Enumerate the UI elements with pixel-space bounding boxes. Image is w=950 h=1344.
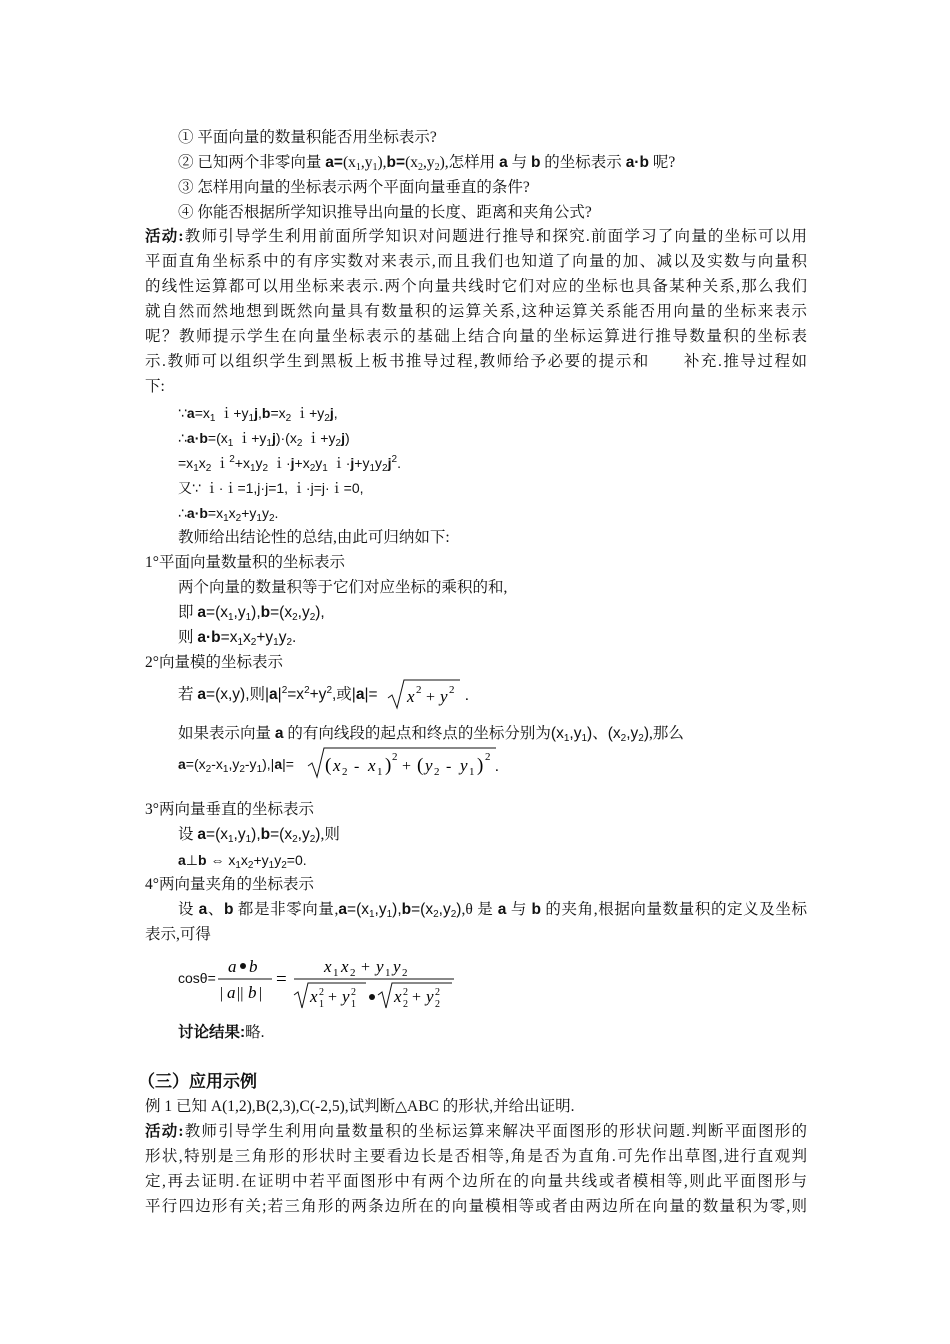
svg-text:2: 2	[434, 766, 440, 778]
svg-text:2: 2	[435, 987, 440, 998]
svg-text:y: y	[342, 987, 350, 1006]
svg-text:(: (	[417, 755, 424, 776]
activity1-line-1: 活动:教师引导学生利用前面所学知识对问题进行推导和探究.前面学习了向量的坐标可以用	[145, 228, 807, 245]
svg-text:2: 2	[319, 987, 324, 998]
derivation-line-1: $\because a=x_1$ $i+y_1j,b=x_2$ $i+y_2j$,	[178, 405, 338, 424]
activity1-line-2: 平面直角坐标系中的有序实数对来表示,而且我们也知道了向量的加、减以及实数与向量积	[145, 253, 807, 270]
svg-text:b: b	[248, 983, 257, 1002]
distance-formula	[306, 744, 506, 782]
svg-text:x: x	[310, 987, 318, 1006]
svg-text:+: +	[402, 758, 412, 775]
svg-text:y: y	[376, 957, 384, 976]
svg-text:|: |	[259, 985, 263, 1002]
activity1-line-4: 就自然而然地想到既然向量具有数量积的运算关系,这种运算关系能否用向量的坐标来表示	[145, 303, 807, 320]
svg-text:1: 1	[385, 967, 391, 979]
section-3-line-1: 设 $a=(x_1,y_1),b=(x_2,y_2)$,则	[178, 826, 340, 845]
section-1-line-2: 即 $a=(x_1,y_1),b=(x_2,y_2)$,	[178, 604, 325, 623]
svg-text:x: x	[333, 756, 341, 775]
svg-text:+: +	[361, 959, 371, 976]
section-4-title: 4°两向量夹角的坐标表示	[145, 876, 314, 893]
question-1: ① 平面向量的数量积能否用坐标表示?	[178, 129, 437, 146]
svg-text:2: 2	[351, 987, 356, 998]
summary-text: 教师给出结论性的总结,由此可归纳如下:	[178, 529, 450, 546]
svg-text:1: 1	[469, 766, 475, 778]
activity2-line-4: 平行四边形有关;若三角形的两条边所在的向量模相等或者由两边所在向量的数量积为零,则	[145, 1198, 807, 1215]
svg-text:2: 2	[392, 751, 398, 763]
section-2-title: 2°向量模的坐标表示	[145, 654, 283, 671]
question-4: ④ 你能否根据所学知识推导出向量的长度、距离和夹角公式?	[178, 204, 592, 221]
activity1-line-5: 呢？教师提示学生在向量坐标表示的基础上结合向量的坐标运算进行推导数量积的坐标表	[145, 328, 807, 345]
svg-text:(: (	[325, 755, 332, 776]
derivation-line-2: $\therefore a\cdot b=(x_1$ $i+y_1j)\cdot(x_2$ $i+y_2j$)	[178, 430, 350, 449]
activity1-label: 活动:	[145, 228, 184, 245]
svg-text:2: 2	[342, 766, 348, 778]
magnitude-formula	[386, 676, 476, 712]
activity1-line-6: 示.教师可以组织学生到黑板上板书推导过程,教师给予必要的提示和 补充.推导过程如	[145, 353, 807, 370]
svg-text:2: 2	[350, 967, 356, 979]
activity1-line-7: 下:	[145, 378, 165, 395]
svg-text:+: +	[328, 989, 338, 1006]
derivation-line-3: $=x_1x_2$ $i^2+x_1y_2$ $i\cdot j+x_2y_1$ $i\cdot j+y_1y_2j^2$.	[178, 454, 401, 474]
section-1-line-1: 两个向量的数量积等于它们对应坐标的乘积的和,	[178, 579, 508, 596]
svg-text:): )	[385, 755, 392, 776]
section-2-line-2: 如果表示向量 a 的有向线段的起点和终点的坐标分别为$(x_1,y_1)$、$(x_2,y_2)$,那么	[178, 725, 684, 744]
svg-text:2: 2	[449, 684, 455, 696]
svg-text:+: +	[412, 989, 422, 1006]
section-2-line-1: 若 a=(x,y),则$|a|^2=x^2+y^2$,或|a|=	[178, 685, 378, 703]
svg-text:.: .	[495, 759, 499, 775]
svg-text:x: x	[324, 957, 332, 976]
svg-text:2: 2	[403, 987, 408, 998]
svg-text:x: x	[407, 687, 415, 706]
section-4-line-1: 设 a、b 都是非零向量$,a=(x_1,y_1),b=(x_2,y_2),\theta$ 是 a 与 b 的夹角,根据向量数量积的定义及坐标	[178, 901, 807, 920]
svg-text:2: 2	[402, 967, 408, 979]
activity2-line-1: 活动:教师引导学生利用向量数量积的坐标运算来解决平面图形的形状问题.判断平面图形的	[145, 1123, 807, 1140]
svg-text:1: 1	[333, 967, 339, 979]
svg-text:y: y	[393, 957, 401, 976]
question-2: ② 已知两个非零向量 $a=(x_1,y_1),b=(x_2,y_2)$,怎样用 a 与 b 的坐标表示 a·b 呢?	[178, 154, 676, 173]
svg-text:2: 2	[403, 999, 408, 1010]
section-1-line-3: 则 $a\cdot b=x_1x_2+y_1y_2$.	[178, 629, 297, 648]
svg-text:||: ||	[237, 985, 244, 1002]
svg-text:2: 2	[416, 684, 422, 696]
question-3: ③ 怎样用向量的坐标表示两个平面向量垂直的条件?	[178, 179, 530, 196]
svg-text:-: -	[354, 758, 360, 775]
section-1-title: 1°平面向量数量积的坐标表示	[145, 554, 345, 571]
activity2-label: 活动:	[145, 1123, 184, 1140]
svg-text:2: 2	[485, 751, 491, 763]
svg-text:y: y	[440, 687, 448, 706]
svg-text:1: 1	[377, 766, 383, 778]
svg-text:2: 2	[435, 999, 440, 1010]
derivation-line-4: 又∵ ｉ·ｉ=1,j·j=1, ｉ·j=j·ｉ=0,	[178, 480, 364, 496]
section-3-title: 3°两向量垂直的坐标表示	[145, 801, 314, 818]
derivation-line-5: $\therefore a\cdot b=x_1x_2+y_1y_2$.	[178, 505, 279, 524]
section-2-line-3: $a=(x_2-x_1,y_2-y_1),|a|=$	[178, 756, 294, 775]
svg-text:1: 1	[319, 999, 324, 1010]
section-4-line-2: 表示,可得	[145, 926, 211, 943]
section-heading: （三）应用示例	[138, 1072, 257, 1091]
svg-text:x: x	[341, 957, 349, 976]
activity2-line-3: 定,再去证明.在证明中若平面图形中有两个边所在的向量共线或者模相等,则此平面图形与	[145, 1173, 807, 1190]
svg-text:+: +	[426, 689, 436, 706]
svg-text:): )	[477, 755, 484, 776]
svg-text:x: x	[394, 987, 402, 1006]
svg-text:y: y	[460, 756, 468, 775]
discussion-result: 讨论结果:略.	[178, 1024, 265, 1041]
svg-text:-: -	[446, 758, 452, 775]
svg-text:.: .	[465, 688, 469, 704]
svg-text:=: =	[276, 969, 287, 990]
svg-text:y: y	[425, 756, 433, 775]
svg-text:y: y	[426, 987, 434, 1006]
section-3-line-2: a⊥b ⇔ $x_1x_2+y_1y_2=0$.	[178, 852, 307, 871]
activity2-line-2: 形状,特别是三角形的形状时主要看边长是否相等,角是否为直角.可先作出草图,进行直观判	[145, 1148, 807, 1165]
svg-text:a: a	[228, 957, 237, 976]
svg-text:|: |	[220, 985, 224, 1002]
svg-text:b: b	[249, 957, 258, 976]
activity1-line-3: 的线性运算都可以用坐标来表示.两个向量共线时它们对应的坐标也具备某种关系,那么我们	[145, 278, 807, 295]
svg-text:x: x	[368, 756, 376, 775]
angle-formula	[214, 952, 464, 1014]
svg-text:a: a	[227, 983, 236, 1002]
example-1: 例 1 已知 A(1,2),B(2,3),C(-2,5),试判断△ABC 的形状,并给出证明.	[145, 1098, 575, 1115]
svg-text:1: 1	[351, 999, 356, 1010]
cos-label: cosθ=	[178, 970, 216, 986]
